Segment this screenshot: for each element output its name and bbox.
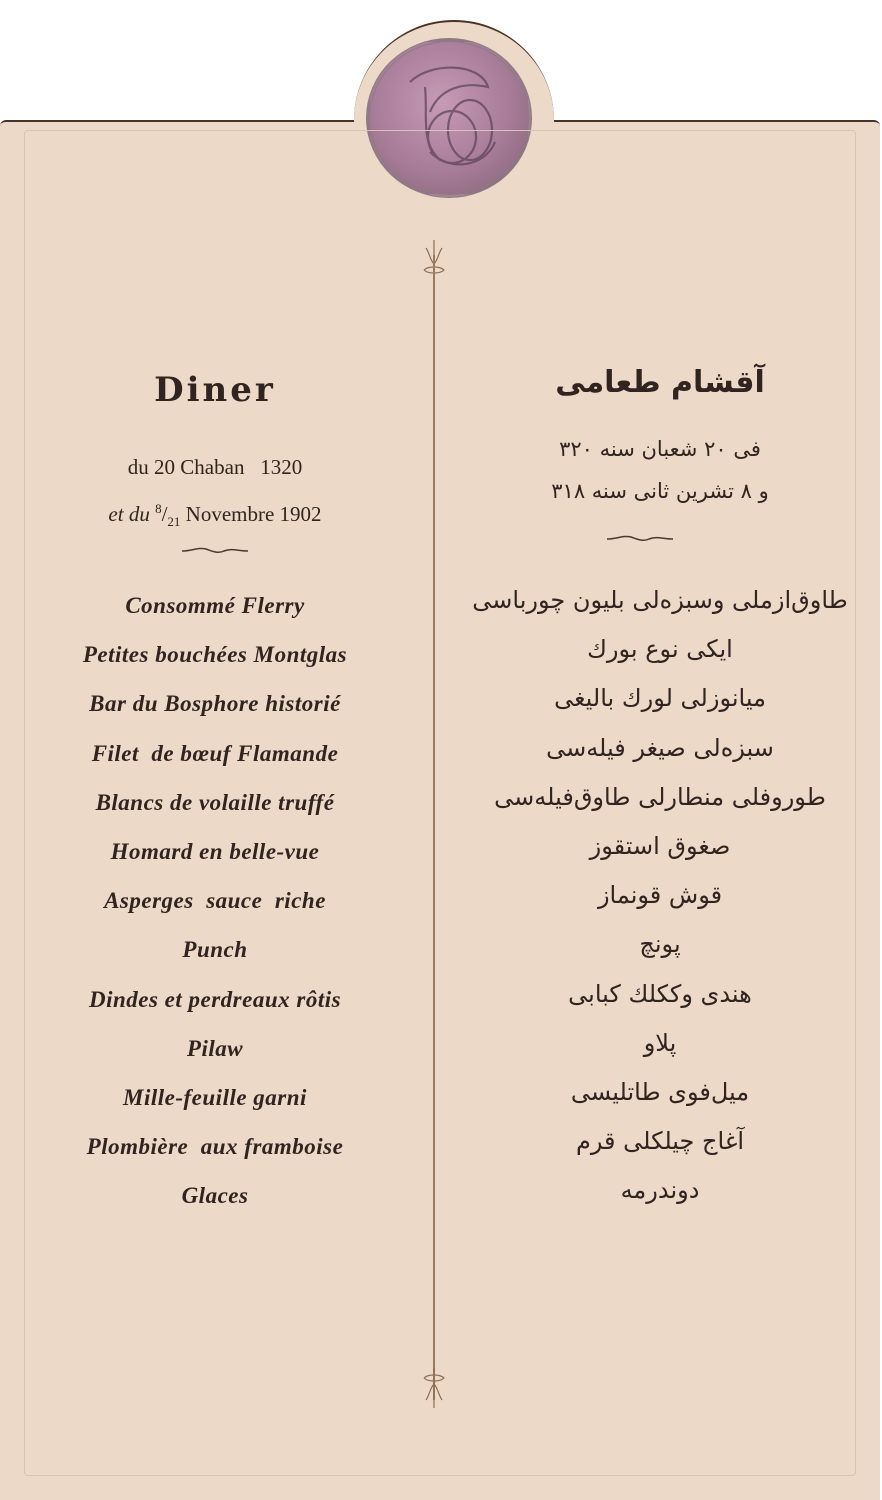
- french-menu-item: Mille-feuille garni: [123, 1084, 307, 1110]
- turkish-date-line2: و ٨ تشرین ثانی سنه ٣١٨: [551, 479, 769, 503]
- french-menu-item: Bar du Bosphore historié: [89, 691, 341, 717]
- turkish-flourish-icon: [605, 534, 675, 544]
- french-menu-item: Punch: [182, 937, 248, 963]
- french-menu-item: Glaces: [181, 1183, 249, 1209]
- french-date-sup: 8: [155, 501, 162, 516]
- french-date-sub: 21: [167, 514, 181, 530]
- french-date: [40, 446, 390, 543]
- french-heading: Diner: [154, 370, 276, 410]
- french-menu-item: Dindes et perdreaux rôtis: [88, 986, 342, 1012]
- french-date-line1: du 20 Chaban 1320: [127, 455, 303, 479]
- french-menu-item: Consommé Flerry: [125, 593, 305, 618]
- center-divider: [433, 255, 435, 1400]
- french-menu-item: Filet de bœuf Flamande: [91, 740, 339, 766]
- turkish-menu-item: میل‌فوی طاتلیسی: [570, 1077, 750, 1106]
- french-flourish-icon: [180, 546, 250, 556]
- turkish-date-line1: فی ٢٠ شعبان سنه ٣٢٠: [559, 437, 761, 461]
- turkish-menu-item: آغاج چیلكلی قرم: [575, 1127, 745, 1156]
- french-date-line2: et du $^8/_{21}$ Novembre 1902: [108, 501, 322, 530]
- french-date-prefix: et du: [108, 502, 156, 526]
- french-menu-item: Pilaw: [186, 1035, 244, 1061]
- french-menu-list: [40, 586, 390, 1225]
- turkish-menu-item: قوش قونماز: [597, 881, 723, 910]
- french-menu-item: Asperges sauce riche: [104, 888, 326, 914]
- turkish-menu-item: هندی وككلك كبابی: [568, 979, 752, 1008]
- turkish-menu-list: [460, 580, 860, 1219]
- turkish-menu-item: پلاو: [643, 1028, 677, 1057]
- turkish-menu-item: سبزه‌لی صیغر فیله‌سی: [546, 733, 774, 762]
- turkish-menu-item: میانوزلی لورك بالیغی: [554, 684, 766, 713]
- turkish-menu-item: ایکی نوع بورك: [587, 635, 733, 664]
- turkish-date: [460, 428, 860, 512]
- french-date-suffix: Novembre 1902: [180, 502, 322, 526]
- turkish-menu-item: دوندرمه: [620, 1176, 700, 1205]
- french-menu-item: Petites bouchées Montglas: [82, 642, 348, 668]
- turkish-heading: آقشام طعامی: [555, 365, 765, 400]
- turkish-menu-item: صغوق استقوز: [589, 831, 731, 860]
- turkish-menu-item: طوروفلی منطارلی طاوق‌فیله‌سی: [494, 782, 826, 811]
- turkish-menu-item: طاوق‌ازملی وسبزه‌لی بلیون چورباسی: [472, 586, 848, 614]
- turkish-menu-item: پونچ: [639, 930, 681, 959]
- bottom-ornament-icon: [418, 1368, 450, 1408]
- french-menu-item: Blancs de volaille truffé: [95, 789, 335, 815]
- french-menu-item: Plombière aux framboise: [86, 1134, 344, 1160]
- french-menu-item: Homard en belle-vue: [110, 838, 320, 864]
